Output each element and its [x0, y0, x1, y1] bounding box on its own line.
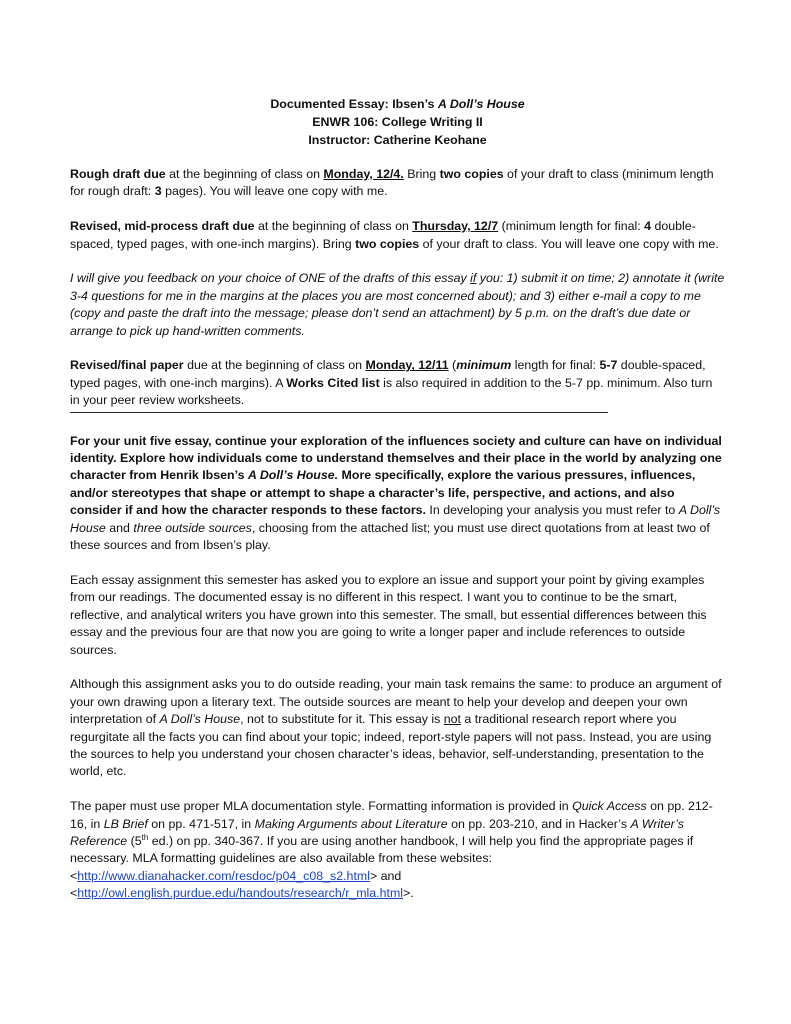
document-header — [70, 95, 725, 149]
outside-reading-paragraph: Although this assignment asks you to do outside reading, your main task remains the same: to produce an argument of your own drawing upon a literary text. The outside sources are meant to help your develop and deepen your own interpretation of A Doll’s House, not to substitute for it. This essay is not a traditional research report where you regurgitate all the facts you can find about your topic; indeed, report-style papers will not pass. Instead, you are using the sources to help you understand your chosen character’s ideas, behavior, self-understanding, presentation to the world, etc. — [70, 677, 722, 779]
revised-draft-date: Thursday, 12/7 — [412, 219, 499, 234]
feedback-paragraph: I will give you feedback on your choice of ONE of the drafts of this essay if you: 1) submit it on time; 2) annotate it (write 3-4 questions for me in the margins at the places you are most concerned about); and 3) either e-mail a copy to me (copy and paste the draft into the message; please don’t send an attachment) by 5 p.m. on the draft’s due date or arrange to pick up hand-written comments. — [70, 271, 725, 338]
document-page — [70, 95, 725, 920]
rough-draft-paragraph: Rough draft due at the beginning of class on Monday, 12/4. Bring two copies of your draft to class (minimum length for rough draft: 3 pages). You will leave one copy with me. — [70, 167, 714, 199]
purdue-owl-link[interactable]: http://owl.english.purdue.edu/handouts/research/r_mla.html — [77, 886, 404, 901]
instructor-name: Instructor: Catherine Keohane — [308, 133, 487, 147]
mla-paragraph: The paper must use proper MLA documentation style. Formatting information is provided in Quick Access on pp. 212-16, in LB Brief on pp. 471-517, in Making Arguments about Literature on pp. 203-210, and in Hacker’s A Writer’s Reference (5th ed.) on pp. 340-367. If you are using another handbook, I will help you find the appropriate pages if necessary. MLA formatting guidelines are also available from these websites: <http://www.dianahacker.com/resdoc/p04_c08_s2.html> and <http://owl.english.purdue.edu/handouts/research/r_mla.html>. — [70, 799, 713, 901]
final-paper-date: Monday, 12/11 — [365, 358, 449, 373]
assignment-title: Documented Essay: Ibsen’s A Doll’s House — [270, 97, 525, 111]
section-divider — [70, 412, 608, 413]
prompt-paragraph: For your unit five essay, continue your exploration of the influences society and culture can have on individual identity. Explore how individuals come to understand themselves and their place in the world by analyzing one character from Henrik Ibsen’s A Doll’s House. More specifically, explore the various pressures, influences, and/or stereotypes that shape or attempt to shape a character’s life, perspective, and actions, and also consider if and how the character responds to these factors. In developing your analysis you must refer to A Doll’s House and three outside sources, choosing from the attached list; you must use direct quotations from at least two of these sources and from Ibsen’s play. — [70, 433, 722, 553]
revised-draft-paragraph: Revised, mid-process draft due at the beginning of class on Thursday, 12/7 (minimum length for final: 4 double-spaced, typed pages, with one-inch margins). Bring two copies of your draft to class. You will leave one copy with me. — [70, 219, 719, 251]
rough-draft-date: Monday, 12/4. — [323, 167, 404, 181]
diana-hacker-link[interactable]: http://www.dianahacker.com/resdoc/p04_c08_s2.html — [77, 868, 370, 883]
assignment-context-paragraph: Each essay assignment this semester has asked you to explore an issue and support your point by giving examples from our readings. The documented essay is no different in this respect. I want you to continue to be the smart, reflective, and analytical writers you have grown into this semester. The small, but essential differences between this essay and the previous four are that now you are going to write a longer paper and include references to outside sources. — [70, 572, 707, 657]
final-paper-paragraph: Revised/final paper due at the beginning of class on Monday, 12/11 (minimum length for final: 5-7 double-spaced, typed pages, with one-inch margins). A Works Cited list is also required in addition to the 5-7 pp. minimum. Also turn in your peer review worksheets. — [70, 358, 713, 408]
play-title: A Doll’s House — [437, 97, 525, 111]
course-name: ENWR 106: College Writing II — [312, 115, 483, 129]
